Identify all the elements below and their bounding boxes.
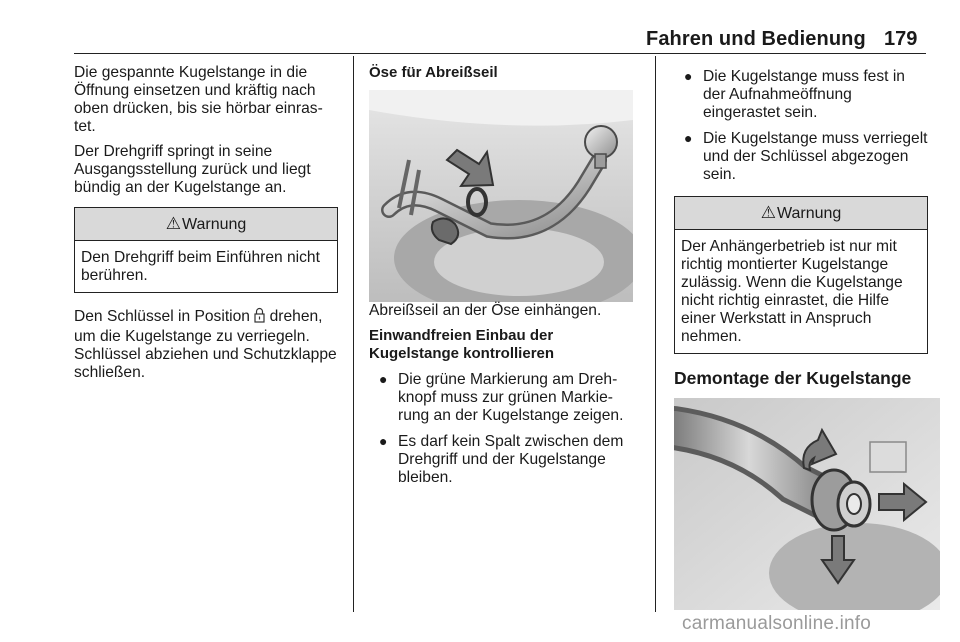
watermark: carmanualsonline.info — [682, 613, 872, 634]
warning-triangle-icon: ⚠ — [760, 203, 776, 222]
warning-title: Warnung — [181, 216, 247, 233]
column-3 — [674, 64, 928, 610]
list-item-text: Die Kugelstange muss fest in der Aufnahmeöffnung eingerastet sein. — [703, 68, 905, 121]
column-divider-left — [353, 56, 354, 612]
list-item-text: Es darf kein Spalt zwischen dem Drehgriff und der Kugelstange bleiben. — [398, 433, 624, 486]
warning-box — [74, 207, 338, 293]
heading-check-installation: Einwandfreien Einbau der Kugelstange kontrollieren — [369, 327, 555, 362]
towbar-eyelet-illustration — [369, 90, 633, 302]
column-1 — [74, 64, 338, 389]
bullet-icon: ● — [379, 371, 388, 387]
warning-header — [675, 197, 927, 230]
bullet-icon: ● — [684, 68, 693, 84]
bullet-icon: ● — [684, 130, 693, 146]
heading-eyelet: Öse für Abreißseil — [369, 64, 498, 81]
page-number: 179 — [884, 28, 918, 50]
paragraph-insert-ball-bar: Die gespannte Kugelstange in die Öffnung einsetzen und kräftig nach oben drücken, bis sie hörbar einrastet. — [74, 64, 323, 135]
column-2 — [369, 64, 633, 495]
warning-title: Warnung — [776, 205, 842, 222]
lock-closed-icon — [254, 307, 265, 328]
warning-triangle-icon: ⚠ — [165, 214, 181, 233]
section-title: Fahren und Bedienung — [646, 28, 866, 50]
list-item-text: Die grüne Markierung am Drehknopf muss zur grünen Markierung an der Kugelstange zeigen. — [398, 371, 624, 424]
warning-text: Den Drehgriff beim Einführen nicht berühren. — [81, 249, 320, 284]
warning-text: Der Anhängerbetrieb ist nur mit richtig montierter Kugelstange zulässig. Wenn die Kugelstange nicht richtig einrastet, die Hilfe einer Werkstatt in Anspruch nehmen. — [681, 238, 903, 345]
text-segment: drehen, um die Kugelstange zu verriegeln. Schlüssel abziehen und Schutzklappe schließen. — [74, 308, 337, 381]
list-item — [674, 130, 928, 184]
figure-caption: Abreißseil an der Öse einhängen. — [369, 302, 602, 319]
list-item — [369, 371, 633, 425]
bullet-icon: ● — [379, 433, 388, 449]
list-item — [369, 433, 633, 487]
list-item-text: Die Kugelstange muss verriegelt und der Schlüssel abgezogen sein. — [703, 130, 928, 183]
paragraph-handle-returns: Der Drehgriff springt in seine Ausgangsstellung zurück und liegt bündig an der Kugelstange an. — [74, 143, 311, 196]
check-list — [369, 371, 633, 487]
column-divider-right — [655, 56, 656, 612]
paragraph-lock-key — [74, 307, 338, 382]
heading-removal: Demontage der Kugelstange — [674, 368, 912, 388]
warning-header — [75, 208, 337, 241]
check-list — [674, 68, 928, 184]
list-item — [674, 68, 928, 122]
warning-box — [674, 196, 928, 354]
towbar-removal-illustration — [674, 398, 940, 610]
text-segment: Den Schlüssel in Position — [74, 308, 255, 325]
header-divider — [74, 53, 926, 54]
